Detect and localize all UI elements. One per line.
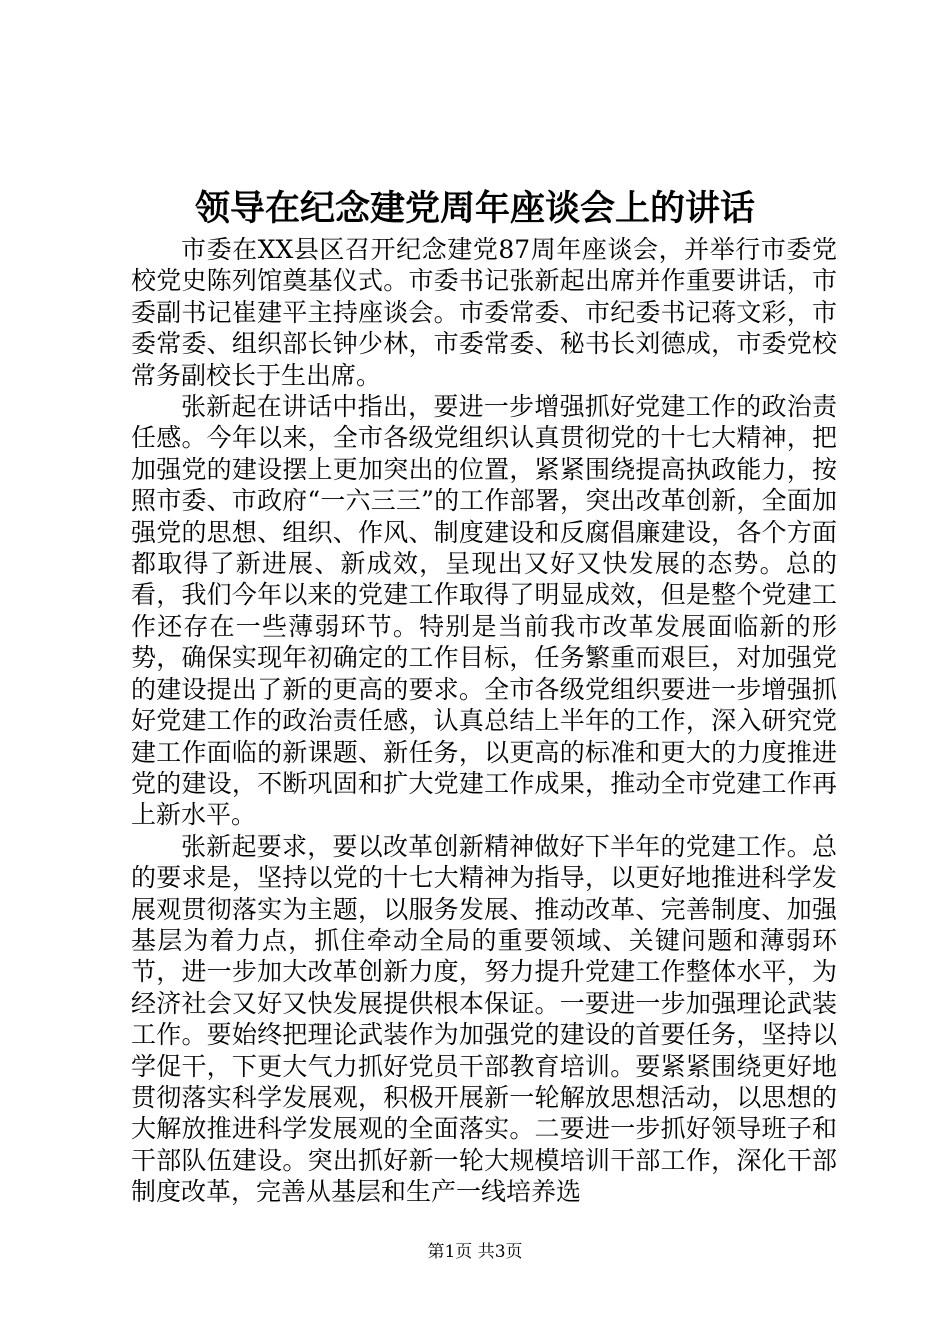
page-footer: 第1页 共3页 bbox=[427, 1242, 523, 1262]
paragraph-2: 张新起在讲话中指出，要进一步增强抓好党建工作的政治责任感。今年以来，全市各级党组织认真贯彻党的十七大精神，把加强党的建设摆上更加突出的位置，紧紧围绕提高执政能力，按照市委、市政府“一六三三”的工作部署，突出改革创新，全面加强党的思想、组织、作风、制度建设和反腐倡廉建设，各个方面都取得了新进展、新成效，呈现出又好又快发展的态势。总的看，我们今年以来的党建工作取得了明显成效，但是整个党建工作还存在一些薄弱环节。特别是当前我市改革发展面临新的形势，确保实现年初确定的工作目标，任务繁重而艰巨，对加强党的建设提出了新的更高的要求。全市各级党组织要进一步增强抓好党建工作的政治责任感，认真总结上半年的工作，深入研究党建工作面临的新课题、新任务，以更高的标准和更大的力度推进党的建设，不断巩固和扩大党建工作成果，推动全市党建工作再上新水平。 bbox=[131, 392, 837, 830]
paragraph-3: 张新起要求，要以改革创新精神做好下半年的党建工作。总的要求是，坚持以党的十七大精神为指导，以更好地推进科学发展观贯彻落实为主题，以服务发展、推动改革、完善制度、加强基层为着力点，抓住牵动全局的重要领域、关键问题和薄弱环节，进一步加大改革创新力度，努力提升党建工作整体水平，为经济社会又好又快发展提供根本保证。一要进一步加强理论武装工作。要始终把理论武装作为加强党的建设的首要任务，坚持以学促干，下更大气力抓好党员干部教育培训。要紧紧围绕更好地贯彻落实科学发展观，积极开展新一轮解放思想活动，以思想的大解放推进科学发展观的全面落实。二要进一步抓好领导班子和干部队伍建设。突出抓好新一轮大规模培训干部工作，深化干部制度改革，完善从基层和生产一线培养选 bbox=[131, 831, 837, 1207]
document-title: 领导在纪念建党周年座谈会上的讲话 bbox=[194, 188, 755, 229]
document-body bbox=[131, 234, 837, 1208]
paragraph-1: 市委在XX县区召开纪念建党87周年座谈会，并举行市委党校党史陈列馆奠基仪式。市委书记张新起出席并作重要讲话，市委副书记崔建平主持座谈会。市委常委、市纪委书记蒋文彩，市委常委、组织部长钟少林，市委常委、秘书长刘德成，市委党校常务副校长于生出席。 bbox=[131, 235, 837, 390]
